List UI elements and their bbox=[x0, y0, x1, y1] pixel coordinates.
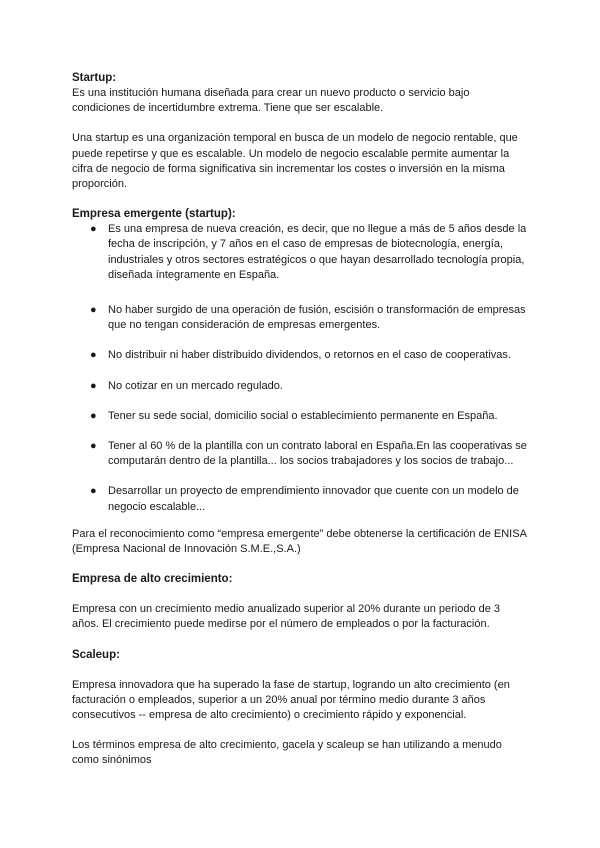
bullet-icon: ● bbox=[90, 409, 97, 422]
list-item: ● Tener al 60 % de la plantilla con un contrato laboral en España.En las cooperativas se computarán dentro de la plantilla... los socios trabajadores y los socios de trabajo... bbox=[90, 440, 527, 468]
list-item: ● Es una empresa de nueva creación, es decir, que no llegue a más de 5 años desde la fecha de inscripción, y 7 años en el caso de empresas de biotecnología, energía, industriales y otros sectores estratégicos o que hayan desarrollado tecnología propia, diseñada íntegramente en España. bbox=[90, 223, 527, 281]
startup-description: Una startup es una organización temporal en busca de un modelo de negocio rentable, que puede repetirse y que es escalable. Un modelo de negocio escalable permite aumentar la cifra de negocio de forma significativa sin incrementar los costes o inversión en la misma proporción. bbox=[72, 132, 518, 191]
list-item: ● Desarrollar un proyecto de emprendimiento innovador que cuente con un modelo de negocio escalable... bbox=[90, 485, 519, 513]
emergente-requirements-list bbox=[72, 222, 528, 515]
list-item: ● No distribuir ni haber distribuido dividendos, o retornos en el caso de cooperativas. bbox=[72, 348, 528, 363]
scaleup-synonyms-note: Los términos empresa de alto crecimiento, gacela y scaleup se han utilizando a menudo como sinónimos bbox=[72, 739, 502, 767]
bullet-icon: ● bbox=[90, 304, 97, 317]
list-item: ● No haber surgido de una operación de fusión, escisión o transformación de empresas que no tengan consideración de empresas emergentes. bbox=[90, 304, 526, 332]
heading-startup: Startup: bbox=[72, 72, 117, 84]
enisa-certification-note: Para el reconocimiento como “empresa emergente” debe obtenerse la certificación de ENISA (Empresa Nacional de Innovación S.M.E.,S.A.) bbox=[72, 527, 527, 556]
list-item: ● Tener su sede social, domicilio social o establecimiento permanente en España. bbox=[72, 409, 528, 424]
bullet-icon: ● bbox=[90, 349, 97, 362]
document-page bbox=[72, 71, 528, 769]
bullet-icon: ● bbox=[90, 485, 97, 498]
bullet-icon: ● bbox=[90, 223, 97, 236]
bullet-icon: ● bbox=[90, 379, 97, 392]
bullet-icon: ● bbox=[90, 440, 97, 453]
heading-scaleup: Scaleup: bbox=[72, 648, 120, 661]
alto-crecimiento-definition: Empresa con un crecimiento medio anualizado superior al 20% durante un periodo de 3 años. El crecimiento puede medirse por el número de empleados o por la facturación. bbox=[72, 603, 501, 631]
list-item: ● No cotizar en un mercado regulado. bbox=[72, 379, 528, 394]
heading-empresa-emergente: Empresa emergente (startup): bbox=[72, 208, 236, 221]
scaleup-definition: Empresa innovadora que ha superado la fase de startup, logrando un alto crecimiento (en facturación o empleados, superior a un 20% anual por término medio durante 3 años consecutivos -- empresa de alto crecimiento) o crecimiento rápido y exponencial. bbox=[72, 678, 510, 722]
heading-alto-crecimiento: Empresa de alto crecimiento: bbox=[72, 573, 233, 586]
startup-definition: Es una institución humana diseñada para crear un nuevo producto o servicio bajo condiciones de incertidumbre extrema. Tiene que ser escalable. bbox=[72, 87, 470, 115]
